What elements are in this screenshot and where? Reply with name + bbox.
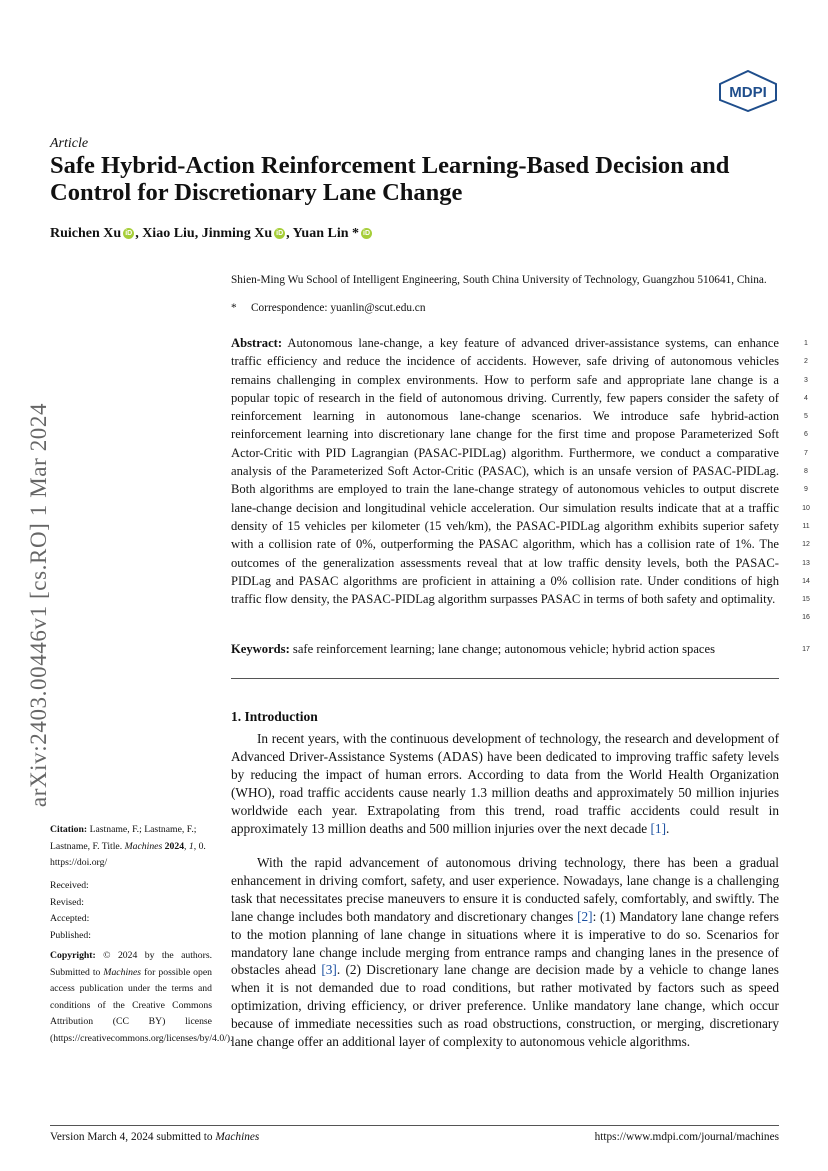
citation-link[interactable]: [1] [650,820,667,836]
line-number: 17 [802,646,810,653]
citation-link[interactable]: [3] [321,962,337,978]
correspondence [231,302,425,314]
mdpi-logo [718,70,778,112]
footer-url[interactable]: https://www.mdpi.com/journal/machines [594,1131,779,1143]
body-paragraph: With the rapid advancement of autonomous driving technology, there has been a gradual enhancement in driving comfort, safety, and user experience. Nowadays, lane change is a challenging task that necessitates precise maneuvers to ensure it is conducted safely, comfortably, and swiftly. The lane change includes both mandatory and discretionary changes [2]: (1) Mandatory lane change refers to the motion planning of lane change in situations where it is imperative to do so. Scenarios for mandatory lane change include merging from entrance ramps and changing lanes in the presence of obstacles ahead [3]. (2) Discretionary lane change are decision made by a vehicle to change lanes when it is not demanded due to road conditions, but rather motivated by factors such as speed optimization, driving efficiency, or driver preference. Unlike mandatory lane change, which occur because of immediate necessities such as road obstructions, construction, or merging, discretionary lane change offer an additional layer of complexity to autonomous vehicle algorithms. [231,855,779,1050]
abstract [231,334,779,608]
arxiv-stamp [14,365,64,845]
orcid-icon[interactable]: iD [276,230,284,237]
publication-dates [50,878,212,944]
line-numbers: 1 2 3 4 5 6 7 8 9 10 11 12 13 14 15 16 [802,340,810,622]
revised-date: Revised: [50,896,84,908]
abstract-text: Autonomous lane-change, a key feature of advanced driver-assistance systems, can enhance traffic efficiency and reduce the incidence of accidents. However, safe driving of autonomous vehicles remains challenging in complex environments. How to perform safe and appropriate lane change is a popular topic of research in the field of autonomous driving. Currently, few papers consider the safety of reinforcement learning in autonomous lane-change scenarios. We introduce safe hybrid-action reinforcement learning into discretionary lane change for the first time and propose Parameterized Soft Actor-Critic with PID Lagrangian (PASAC-PIDLag) algorithm. Furthermore, we conduct a comparative analysis of the Parameterized Soft Actor-Critic (PASAC), which is an unsafe version of PASAC-PIDLag. Both algorithms are employed to train the lane-change strategy of autonomous vehicles to output discrete lane-change decision and longitudinal vehicle acceleration. Our simulation results indicate that at a traffic density of 15 vehicles per kilometer (15 veh/km), the PASAC-PIDLag algorithm exhibits superior safety with a collision rate of 0%, outperforming the PASAC algorithm, which has a collision rate of 1%. The outcomes of the generalization assessments reveal that at low traffic density levels, both the PASAC-PIDLag and PASAC algorithms are proficient in attaining a 0% collision rate. Under conditions of high traffic flow density, the PASAC-PIDLag algorithm surpasses PASAC in terms of both safety and optimality. [231,336,779,607]
author-list: Ruichen Xu iD , Xiao Liu, Jinming Xu iD , Yuan Lin * iD [50,226,371,241]
orcid-icon[interactable]: iD [125,230,133,237]
citation-link[interactable]: [2] [577,908,593,924]
divider [231,678,779,679]
body-paragraph: In recent years, with the continuous development of technology, the research and development of Advanced Driver-Assistance Systems (ADAS) have been dedicated to improving traffic safety levels by reducing the impact of human errors. According to data from the World Health Organization (WHO), road traffic accidents cause nearly 1.3 million deaths and approximately 50 million injuries worldwide each year. Extrapolating from this trend, road traffic accidents could result in approximately 13 million deaths and 500 million injuries over the next decade [1]. [231,731,779,836]
keywords [231,640,779,658]
footer-divider [50,1125,779,1126]
author-name: Jinming Xu [201,226,273,241]
article-type-label: Article [50,136,89,151]
published-date: Published: [50,929,91,941]
section-heading: 1. Introduction [231,709,318,724]
citation-block: Citation: Lastname, F.; Lastname, F.; Lastname, F. Title. Machines 2024, 1, 0. https://doi.org/ [50,824,206,868]
author-name: Yuan Lin * [292,226,360,241]
correspondence-mark: * [231,302,237,314]
abstract-label: Abstract: [231,336,283,350]
received-date: Received: [50,880,89,891]
keywords-label: Keywords: [231,642,290,656]
accepted-date: Accepted: [50,913,90,924]
affiliation: Shien-Ming Wu School of Intelligent Engineering, South China University of Technology, Guangzhou 510641, China. [231,274,767,286]
keywords-text: safe reinforcement learning; lane change; autonomous vehicle; hybrid action spaces [292,642,715,656]
arxiv-stamp-text: arXiv:2403.00446v1 [cs.RO] 1 Mar 2024 [26,402,51,808]
paper-title: Safe Hybrid-Action Reinforcement Learning-Based Decision and Control for Discretionary Lane Change [50,152,730,206]
copyright-notice: Copyright: © 2024 by the authors. Submitted to Machines for possible open access publication under the terms and conditions of the Creative Commons Attribution (CC BY) license (https://creativecommons.org/licenses/by/4.0/). [50,950,233,1044]
orcid-icon[interactable]: iD [363,230,371,237]
logo-text: MDPI [729,84,767,101]
author-name: Xiao Liu [142,226,195,241]
author-name: Ruichen Xu [50,226,122,241]
footer-version: Version March 4, 2024 submitted to Machines [50,1131,260,1143]
correspondence-text: Correspondence: yuanlin@scut.edu.cn [251,302,426,314]
